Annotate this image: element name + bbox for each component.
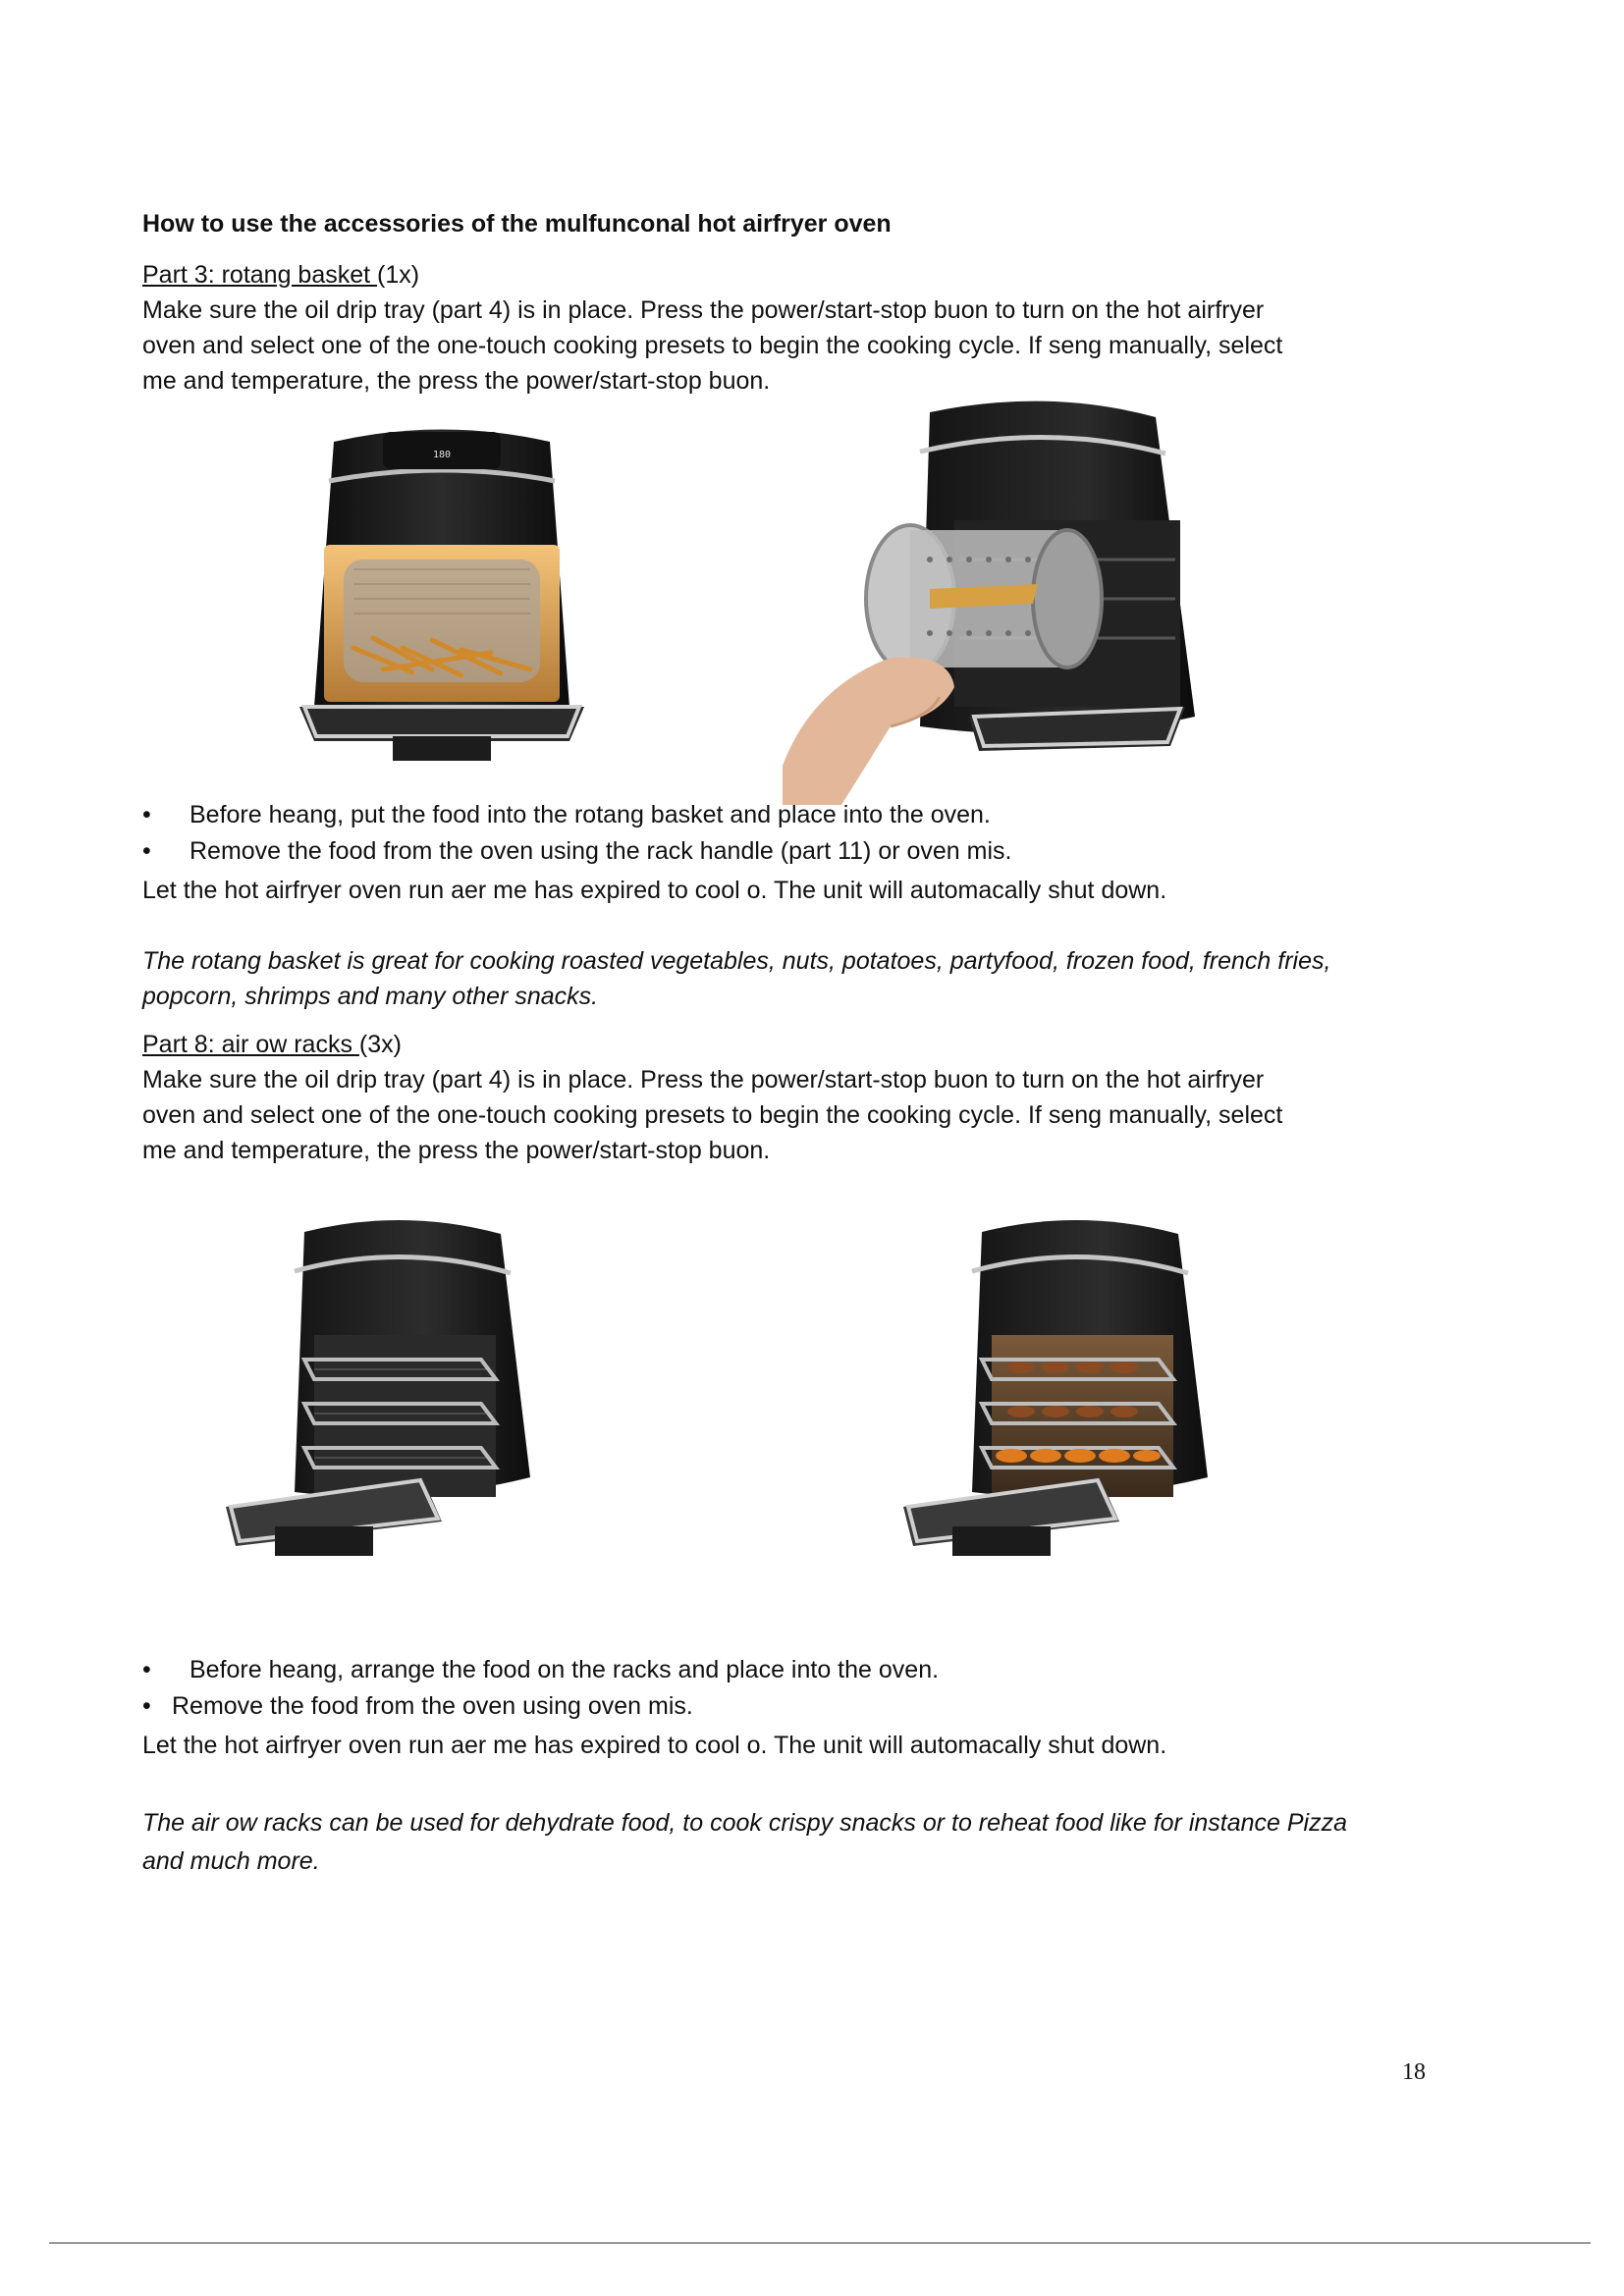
section1-bullet-list <box>142 797 1419 870</box>
italic-line: popcorn, shrimps and many other snacks. <box>142 983 599 1010</box>
list-item <box>142 833 1419 870</box>
section2-italic-tip <box>142 1804 1419 1881</box>
bullet-marker: • <box>142 837 151 865</box>
paragraph-line: Make sure the oil drip tray (part 4) is in place. Press the power/start-stop buon to turn on the hot airfryer <box>142 296 1265 324</box>
display-readout: 180 <box>432 450 452 460</box>
section1-italic-tip <box>142 943 1419 1014</box>
section2-bullet-list <box>142 1652 1419 1725</box>
airfryer-empty-racks-image <box>216 1212 550 1566</box>
italic-line: The air ow racks can be used for dehydrate food, to cook crispy snacks or to reheat food like for instance Pizza <box>142 1809 1348 1837</box>
page-number: 18 <box>1402 2059 1426 2085</box>
list-item-text: Before heang, arrange the food on the racks and place into the oven. <box>189 1656 940 1683</box>
heading-quantity: (3x) <box>358 1031 402 1058</box>
list-item-text: Remove the food from the oven using the rack handle (part 11) or oven mis. <box>189 837 1012 865</box>
section-heading-rotating-basket <box>142 257 1419 293</box>
list-item-text: Before heang, put the food into the rotang basket and place into the oven. <box>189 801 991 828</box>
section1-instructions <box>142 293 1419 399</box>
heading-quantity: (1x) <box>377 261 420 289</box>
airfryer-racks-with-food-image <box>893 1212 1227 1566</box>
paragraph-line: oven and select one of the one-touch cooking presets to begin the cooking cycle. If seng manually, select <box>142 1101 1283 1129</box>
section2-shutdown-note: Let the hot airfryer oven run aer me has expired to cool o. The unit will automacally shut down. <box>142 1732 1167 1759</box>
bullet-marker: • <box>142 1692 151 1720</box>
bullet-marker: • <box>142 801 151 828</box>
italic-line: The rotang basket is great for cooking roasted vegetables, nuts, potatoes, partyfood, frozen food, french fries, <box>142 947 1331 975</box>
heading-underlined-text: Part 3: rotang basket <box>142 261 378 289</box>
paragraph-line: me and temperature, the press the power/start-stop buon. <box>142 1137 771 1164</box>
airfryer-rotating-basket-front-image <box>295 412 589 775</box>
paragraph-line: oven and select one of the one-touch cooking presets to begin the cooking cycle. If seng manually, select <box>142 332 1283 359</box>
italic-line: and much more. <box>142 1847 320 1875</box>
list-item <box>142 1688 1419 1725</box>
section1-shutdown-note: Let the hot airfryer oven run aer me has expired to cool o. The unit will automacally shut down. <box>142 877 1167 904</box>
page-title: How to use the accessories of the mulfunconal hot airfryer oven <box>142 210 892 238</box>
section2-instructions <box>142 1062 1419 1168</box>
section-heading-air-flow-racks <box>142 1027 1419 1062</box>
footer-divider <box>49 2242 1591 2244</box>
paragraph-line: me and temperature, the press the power/start-stop buon. <box>142 367 771 395</box>
list-item <box>142 797 1419 833</box>
list-item-text: Remove the food from the oven using oven mis. <box>172 1692 693 1720</box>
heading-underlined-text: Part 8: air ow racks <box>142 1031 359 1058</box>
list-item <box>142 1652 1419 1688</box>
paragraph-line: Make sure the oil drip tray (part 4) is in place. Press the power/start-stop buon to turn on the hot airfryer <box>142 1066 1265 1094</box>
airfryer-inserting-basket-image <box>783 393 1205 805</box>
bullet-marker: • <box>142 1656 151 1683</box>
